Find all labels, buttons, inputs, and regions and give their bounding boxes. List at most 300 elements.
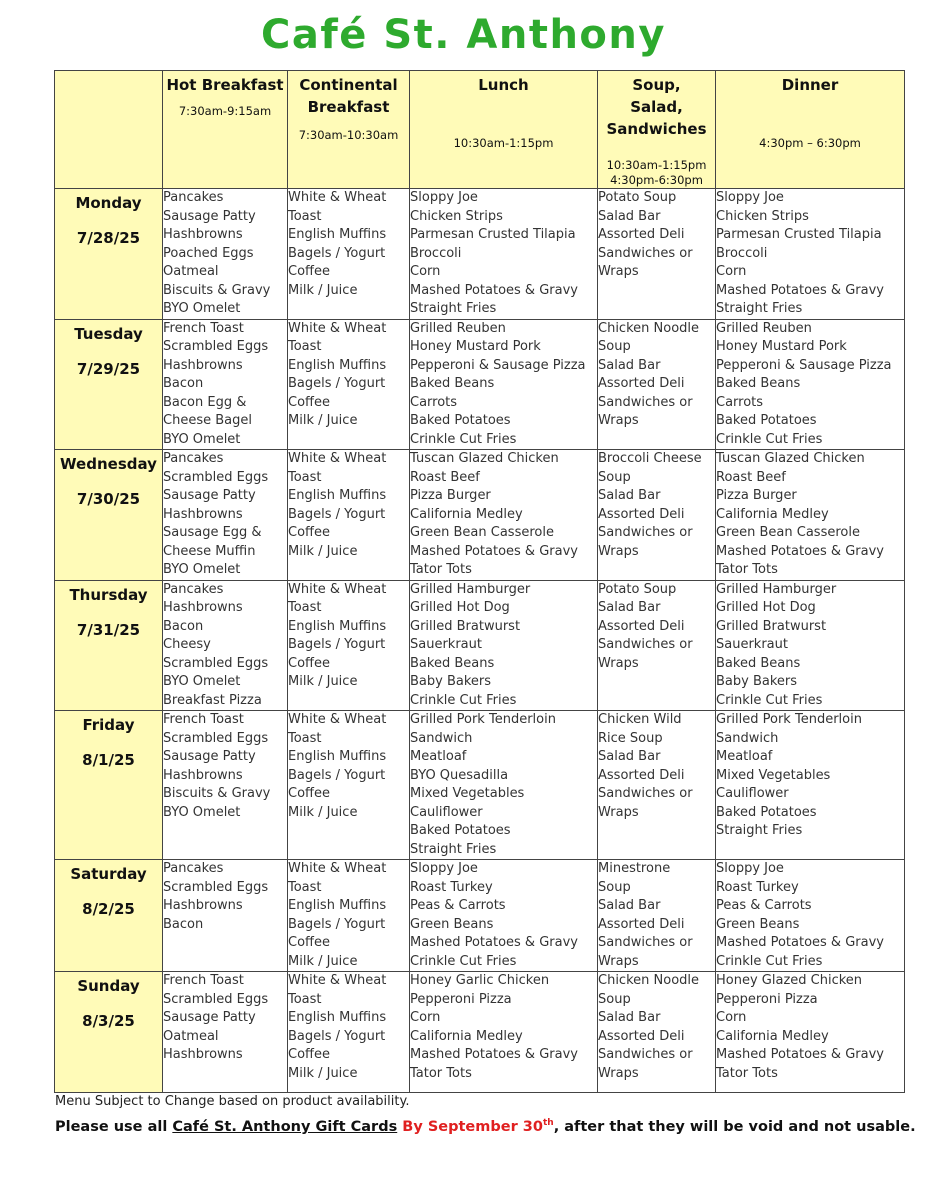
menu-item: Pizza Burger xyxy=(716,488,797,503)
menu-item: White & Wheat xyxy=(288,973,387,988)
menu-item: Bagels / Yogurt xyxy=(288,767,386,783)
menu-item: Minestrone xyxy=(598,861,671,876)
menu-item: Roast Turkey xyxy=(716,879,799,895)
menu-cell-lunch xyxy=(410,450,598,581)
menu-item: Hashbrowns xyxy=(163,227,243,242)
menu-item: Green Bean Casserole xyxy=(410,525,554,540)
menu-item: Toast xyxy=(288,208,322,224)
menu-cell-hot-breakfast xyxy=(163,189,288,320)
menu-cell-dinner xyxy=(716,319,905,450)
menu-item: Sandwich xyxy=(410,730,473,746)
menu-item: Sauerkraut xyxy=(410,637,482,652)
menu-item: Hashbrowns xyxy=(163,898,243,913)
menu-item: Sandwiches or xyxy=(598,245,693,261)
menu-item: Baked Beans xyxy=(716,376,801,391)
menu-cell-soup-salad-sandwiches xyxy=(598,189,716,320)
column-name: Continental Breakfast xyxy=(299,76,398,116)
menu-item: English Muffins xyxy=(288,749,387,764)
menu-item: Hashbrowns xyxy=(163,506,243,522)
menu-cell-continental-breakfast xyxy=(288,189,410,320)
menu-item: Bagels / Yogurt xyxy=(288,637,386,652)
menu-item: French Toast xyxy=(163,712,244,727)
menu-cell-hot-breakfast xyxy=(163,319,288,450)
menu-item: Salad Bar xyxy=(598,208,661,224)
menu-item: Grilled Reuben xyxy=(410,320,506,336)
menu-cell-lunch xyxy=(410,580,598,711)
menu-item: Soup xyxy=(598,879,631,895)
menu-item: California Medley xyxy=(716,1028,829,1044)
menu-item: Baked Beans xyxy=(410,376,495,391)
menu-item: Bacon xyxy=(163,376,204,391)
menu-item: Mixed Vegetables xyxy=(716,767,831,783)
menu-item: Mashed Potatoes & Gravy xyxy=(716,935,884,950)
menu-item: White & Wheat xyxy=(288,451,387,466)
menu-item: BYO Omelet xyxy=(163,804,241,820)
menu-item: Roast Beef xyxy=(410,469,480,485)
menu-item: Baby Bakers xyxy=(410,674,492,689)
menu-item: Milk / Juice xyxy=(288,804,358,820)
menu-item: Crinkle Cut Fries xyxy=(716,692,823,708)
menu-item: Scrambled Eggs xyxy=(163,879,269,895)
menu-cell-dinner xyxy=(716,189,905,320)
menu-item: Soup xyxy=(598,469,631,485)
menu-item: Milk / Juice xyxy=(288,543,358,559)
notice-prefix: Please use all xyxy=(55,1118,173,1135)
menu-item: Sandwiches or xyxy=(598,786,693,801)
menu-item: California Medley xyxy=(410,1028,523,1044)
day-name: Monday xyxy=(75,194,142,212)
menu-item: BYO Quesadilla xyxy=(410,767,509,783)
menu-item: Corn xyxy=(716,264,747,279)
menu-item: Grilled Reuben xyxy=(716,320,812,336)
menu-item: English Muffins xyxy=(288,1010,387,1025)
menu-item: Toast xyxy=(288,469,322,485)
menu-item: Pepperoni & Sausage Pizza xyxy=(410,357,586,373)
menu-item: Sloppy Joe xyxy=(410,190,478,205)
menu-item: Coffee xyxy=(288,935,330,950)
menu-item: Honey Garlic Chicken xyxy=(410,973,550,988)
menu-item: Pepperoni Pizza xyxy=(410,991,512,1007)
menu-item: Grilled Hot Dog xyxy=(716,600,816,615)
menu-item: Wraps xyxy=(598,264,639,279)
menu-item: Baked Beans xyxy=(410,655,495,671)
menu-item: Biscuits & Gravy xyxy=(163,282,271,298)
menu-item: Bagels / Yogurt xyxy=(288,376,386,391)
menu-item: Salad Bar xyxy=(598,749,661,764)
menu-item: Bacon xyxy=(163,618,204,634)
menu-item: Sausage Patty xyxy=(163,1010,256,1025)
menu-item: Peas & Carrots xyxy=(410,898,506,913)
menu-cell-soup-salad-sandwiches xyxy=(598,319,716,450)
menu-item: Sausage Patty xyxy=(163,749,256,764)
menu-item: Meatloaf xyxy=(410,749,467,764)
menu-item: Scrambled Eggs xyxy=(163,991,269,1007)
menu-item: Chicken Noodle xyxy=(598,320,700,336)
menu-item: Broccoli xyxy=(716,245,768,261)
weekly-menu-table xyxy=(54,70,905,1093)
menu-item: Assorted Deli xyxy=(598,506,685,522)
menu-item: English Muffins xyxy=(288,227,387,242)
day-label-cell xyxy=(55,972,163,1093)
menu-item: Coffee xyxy=(288,655,330,671)
menu-item: Sandwich xyxy=(716,730,779,746)
notice-suffix: , after that they will be void and not usable. xyxy=(553,1118,916,1135)
menu-item: Peas & Carrots xyxy=(716,898,812,913)
day-date: 7/28/25 xyxy=(76,229,141,247)
day-row-tuesday xyxy=(55,319,905,450)
menu-item: Cauliflower xyxy=(410,804,483,820)
footer-gift-card-notice xyxy=(55,1112,916,1138)
menu-item: Hashbrowns xyxy=(163,1047,243,1062)
menu-item: Crinkle Cut Fries xyxy=(716,431,823,447)
menu-item: White & Wheat xyxy=(288,320,387,336)
menu-item: Carrots xyxy=(410,394,458,410)
menu-item: English Muffins xyxy=(288,488,387,503)
menu-item: Assorted Deli xyxy=(598,376,685,391)
menu-item: Pizza Burger xyxy=(410,488,491,503)
menu-cell-lunch xyxy=(410,319,598,450)
menu-item: Sauerkraut xyxy=(716,637,788,652)
column-time: 10:30am-1:15pm xyxy=(453,136,554,150)
menu-item: Salad Bar xyxy=(598,1010,661,1025)
menu-item: Chicken Wild xyxy=(598,712,682,727)
day-label-cell xyxy=(55,580,163,711)
menu-item: Bagels / Yogurt xyxy=(288,506,386,522)
day-date: 7/29/25 xyxy=(76,359,141,378)
menu-item: Crinkle Cut Fries xyxy=(410,953,517,969)
menu-item: Assorted Deli xyxy=(598,227,685,242)
menu-item: Milk / Juice xyxy=(288,282,358,298)
menu-item: Soup xyxy=(598,991,631,1007)
menu-item: Toast xyxy=(288,600,322,615)
menu-item: Mashed Potatoes & Gravy xyxy=(410,935,578,950)
menu-item: White & Wheat xyxy=(288,581,387,597)
day-name: Tuesday xyxy=(74,324,143,343)
menu-item: Milk / Juice xyxy=(288,674,358,689)
menu-item: Toast xyxy=(288,339,322,354)
menu-item: Sandwiches or xyxy=(598,525,693,540)
menu-item: Mashed Potatoes & Gravy xyxy=(410,543,578,559)
header-row xyxy=(55,71,905,189)
menu-item: Tator Tots xyxy=(716,1065,778,1081)
column-time: 10:30am-1:15pm xyxy=(606,158,707,172)
day-row-friday xyxy=(55,711,905,860)
menu-cell-hot-breakfast xyxy=(163,450,288,581)
menu-body xyxy=(55,189,905,1093)
menu-item: Sloppy Joe xyxy=(716,861,784,876)
menu-item: Mashed Potatoes & Gravy xyxy=(410,282,578,298)
menu-item: Sandwiches or xyxy=(598,637,693,652)
day-date: 8/3/25 xyxy=(82,1012,135,1030)
menu-item: Pepperoni Pizza xyxy=(716,991,818,1007)
menu-item: Breakfast Pizza xyxy=(163,692,262,708)
menu-item: BYO Omelet xyxy=(163,301,241,316)
menu-item: Sandwiches or xyxy=(598,394,693,410)
gift-cards-label: Café St. Anthony Gift Cards xyxy=(172,1118,398,1135)
menu-item: Scrambled Eggs xyxy=(163,730,269,746)
menu-item: Baked Potatoes xyxy=(410,823,511,838)
menu-item: Toast xyxy=(288,730,322,746)
menu-item: Honey Mustard Pork xyxy=(410,339,541,354)
menu-item: Wraps xyxy=(598,804,639,820)
menu-item: Cheese Bagel xyxy=(163,413,252,428)
menu-item: Bagels / Yogurt xyxy=(288,916,386,932)
menu-item: Mashed Potatoes & Gravy xyxy=(716,543,884,559)
menu-item: Baked Potatoes xyxy=(716,413,817,428)
menu-item: Tuscan Glazed Chicken xyxy=(716,451,865,466)
menu-item: Straight Fries xyxy=(716,823,803,838)
menu-cell-soup-salad-sandwiches xyxy=(598,860,716,972)
menu-item: Coffee xyxy=(288,264,330,279)
menu-item: Grilled Bratwurst xyxy=(410,618,521,634)
day-label-cell xyxy=(55,860,163,972)
menu-item: Assorted Deli xyxy=(598,1028,685,1044)
column-name: Dinner xyxy=(781,76,839,94)
day-date: 7/31/25 xyxy=(76,620,141,639)
menu-item: Toast xyxy=(288,991,322,1007)
menu-item: Mashed Potatoes & Gravy xyxy=(716,282,884,298)
menu-item: Bacon xyxy=(163,916,204,932)
menu-item: Wraps xyxy=(598,1065,639,1081)
menu-item: Milk / Juice xyxy=(288,953,358,969)
day-row-thursday xyxy=(55,580,905,711)
menu-item: White & Wheat xyxy=(288,712,387,727)
menu-item: Sausage Patty xyxy=(163,208,256,224)
menu-item: Straight Fries xyxy=(410,301,497,316)
menu-item: Baked Potatoes xyxy=(716,804,817,820)
menu-item: Carrots xyxy=(716,394,764,410)
menu-item: Crinkle Cut Fries xyxy=(410,692,517,708)
column-header-soup-salad-sandwiches xyxy=(598,71,716,189)
menu-cell-hot-breakfast xyxy=(163,580,288,711)
menu-item: White & Wheat xyxy=(288,190,387,205)
menu-cell-continental-breakfast xyxy=(288,580,410,711)
menu-item: Scrambled Eggs xyxy=(163,469,269,485)
column-time: 7:30am-10:30am xyxy=(298,128,399,142)
menu-item: Grilled Pork Tenderloin xyxy=(716,712,862,727)
corner-cell xyxy=(55,71,163,189)
menu-cell-lunch xyxy=(410,972,598,1093)
menu-item: Salad Bar xyxy=(598,600,661,615)
menu-cell-hot-breakfast xyxy=(163,711,288,860)
menu-item: Sloppy Joe xyxy=(410,861,478,876)
menu-item: Corn xyxy=(410,1010,441,1025)
footer xyxy=(55,1092,916,1138)
day-name: Friday xyxy=(82,716,135,734)
menu-item: Green Bean Casserole xyxy=(716,525,860,540)
menu-item: Scrambled Eggs xyxy=(163,339,269,354)
menu-item: Grilled Hamburger xyxy=(410,581,531,597)
day-name: Sunday xyxy=(77,977,140,995)
menu-cell-lunch xyxy=(410,860,598,972)
menu-cell-dinner xyxy=(716,972,905,1093)
menu-item: Biscuits & Gravy xyxy=(163,786,271,801)
menu-item: Pepperoni & Sausage Pizza xyxy=(716,357,892,373)
menu-item: Sausage Egg & xyxy=(163,525,262,540)
menu-item: Honey Glazed Chicken xyxy=(716,973,863,988)
day-row-wednesday xyxy=(55,450,905,581)
column-time-2: 4:30pm-6:30pm xyxy=(610,173,703,187)
menu-cell-dinner xyxy=(716,860,905,972)
menu-cell-continental-breakfast xyxy=(288,450,410,581)
menu-item: Roast Turkey xyxy=(410,879,493,895)
menu-item: Mashed Potatoes & Gravy xyxy=(410,1047,578,1062)
menu-item: Hashbrowns xyxy=(163,600,243,615)
footer-disclaimer: Menu Subject to Change based on product availability. xyxy=(55,1094,410,1109)
menu-cell-soup-salad-sandwiches xyxy=(598,450,716,581)
day-date: 8/2/25 xyxy=(82,900,135,918)
menu-item: Coffee xyxy=(288,525,330,540)
column-header-lunch xyxy=(410,71,598,189)
menu-item: Hashbrowns xyxy=(163,357,243,373)
column-header-dinner xyxy=(716,71,905,189)
menu-item: Rice Soup xyxy=(598,730,663,746)
menu-item: Tator Tots xyxy=(716,562,778,577)
menu-item: Coffee xyxy=(288,786,330,801)
menu-item: Green Beans xyxy=(410,916,494,932)
day-label-cell xyxy=(55,711,163,860)
menu-item: Bagels / Yogurt xyxy=(288,1028,386,1044)
menu-item: Assorted Deli xyxy=(598,618,685,634)
menu-item: California Medley xyxy=(716,506,829,522)
menu-item: Salad Bar xyxy=(598,357,661,373)
day-name: Wednesday xyxy=(60,455,157,473)
menu-item: Toast xyxy=(288,879,322,895)
column-name: Lunch xyxy=(478,76,529,94)
menu-item: Chicken Noodle xyxy=(598,973,700,988)
menu-item: English Muffins xyxy=(288,898,387,913)
menu-item: Potato Soup xyxy=(598,581,677,597)
menu-item: Pancakes xyxy=(163,581,224,597)
menu-item: Corn xyxy=(716,1010,747,1025)
menu-item: Tator Tots xyxy=(410,562,472,577)
menu-cell-dinner xyxy=(716,450,905,581)
menu-item: Salad Bar xyxy=(598,898,661,913)
menu-cell-continental-breakfast xyxy=(288,972,410,1093)
menu-item: Sloppy Joe xyxy=(716,190,784,205)
menu-item: Salad Bar xyxy=(598,488,661,503)
day-name: Saturday xyxy=(70,865,147,883)
menu-item: Wraps xyxy=(598,543,639,559)
menu-item: Poached Eggs xyxy=(163,245,254,261)
menu-cell-dinner xyxy=(716,711,905,860)
menu-item: BYO Omelet xyxy=(163,562,241,577)
day-date: 8/1/25 xyxy=(82,751,135,769)
menu-item: BYO Omelet xyxy=(163,674,241,689)
menu-item: Mashed Potatoes & Gravy xyxy=(716,1047,884,1062)
menu-item: Assorted Deli xyxy=(598,916,685,932)
menu-item: Green Beans xyxy=(716,916,800,932)
menu-item: California Medley xyxy=(410,506,523,522)
menu-cell-continental-breakfast xyxy=(288,711,410,860)
menu-item: Pancakes xyxy=(163,190,224,205)
menu-item: Coffee xyxy=(288,1047,330,1062)
menu-item: Sandwiches or xyxy=(598,1047,693,1062)
menu-cell-soup-salad-sandwiches xyxy=(598,972,716,1093)
deadline-text xyxy=(402,1119,553,1135)
day-date: 7/30/25 xyxy=(76,490,141,508)
menu-cell-continental-breakfast xyxy=(288,860,410,972)
column-time: 7:30am-9:15am xyxy=(178,104,272,118)
menu-item: Oatmeal xyxy=(163,1028,219,1044)
deadline-date: By September 30 xyxy=(402,1118,543,1135)
menu-cell-dinner xyxy=(716,580,905,711)
deadline-suffix: th xyxy=(542,1118,554,1128)
menu-item: Tator Tots xyxy=(410,1065,472,1081)
menu-item: Oatmeal xyxy=(163,264,219,279)
menu-item: English Muffins xyxy=(288,357,387,373)
menu-item: English Muffins xyxy=(288,618,387,634)
menu-cell-soup-salad-sandwiches xyxy=(598,711,716,860)
menu-item: Wraps xyxy=(598,953,639,969)
menu-cell-lunch xyxy=(410,711,598,860)
menu-item: Parmesan Crusted Tilapia xyxy=(716,227,882,242)
menu-item: Baked Potatoes xyxy=(410,413,511,428)
column-name: Hot Breakfast xyxy=(166,76,284,94)
menu-item: Milk / Juice xyxy=(288,1065,358,1081)
menu-item: Wraps xyxy=(598,655,639,671)
menu-item: Meatloaf xyxy=(716,749,773,764)
menu-item: White & Wheat xyxy=(288,861,387,876)
day-row-sunday xyxy=(55,972,905,1093)
menu-item: Mixed Vegetables xyxy=(410,786,525,801)
menu-item: BYO Omelet xyxy=(163,431,241,447)
page-title: Café St. Anthony xyxy=(261,12,666,58)
menu-item: Hashbrowns xyxy=(163,767,243,783)
column-name: Soup, Salad, Sandwiches xyxy=(606,76,707,138)
menu-item: Broccoli Cheese xyxy=(598,451,702,466)
day-row-monday xyxy=(55,189,905,320)
menu-item: Straight Fries xyxy=(716,301,803,316)
menu-item: Wraps xyxy=(598,413,639,428)
menu-item: Crinkle Cut Fries xyxy=(716,953,823,969)
menu-item: Straight Fries xyxy=(410,841,497,857)
menu-item: French Toast xyxy=(163,973,244,988)
menu-cell-hot-breakfast xyxy=(163,860,288,972)
menu-item: Corn xyxy=(410,264,441,279)
menu-item: Bagels / Yogurt xyxy=(288,245,386,261)
menu-item: Parmesan Crusted Tilapia xyxy=(410,227,576,242)
menu-item: Chicken Strips xyxy=(716,208,809,224)
column-header-continental-breakfast xyxy=(288,71,410,189)
column-time: 4:30pm – 6:30pm xyxy=(759,136,861,150)
menu-item: Grilled Pork Tenderloin xyxy=(410,712,556,727)
menu-cell-lunch xyxy=(410,189,598,320)
menu-item: Cauliflower xyxy=(716,786,789,801)
menu-item: Soup xyxy=(598,339,631,354)
column-header-hot-breakfast xyxy=(163,71,288,189)
day-row-saturday xyxy=(55,860,905,972)
menu-item: Grilled Hot Dog xyxy=(410,600,510,615)
menu-item: Cheese Muffin xyxy=(163,543,256,559)
menu-item: Tuscan Glazed Chicken xyxy=(410,451,559,466)
menu-item: Baby Bakers xyxy=(716,674,798,689)
menu-item: Honey Mustard Pork xyxy=(716,339,847,354)
day-label-cell xyxy=(55,450,163,581)
menu-item: Baked Beans xyxy=(716,655,801,671)
day-label-cell xyxy=(55,319,163,450)
menu-item: Sausage Patty xyxy=(163,488,256,503)
menu-item: Milk / Juice xyxy=(288,413,358,428)
menu-item: French Toast xyxy=(163,320,244,336)
menu-item: Grilled Bratwurst xyxy=(716,618,827,634)
menu-item: Bacon Egg & xyxy=(163,394,247,410)
menu-item: Roast Beef xyxy=(716,469,786,485)
menu-item: Pancakes xyxy=(163,451,224,466)
menu-item: Scrambled Eggs xyxy=(163,655,269,671)
menu-item: Broccoli xyxy=(410,245,462,261)
menu-item: Pancakes xyxy=(163,861,224,876)
